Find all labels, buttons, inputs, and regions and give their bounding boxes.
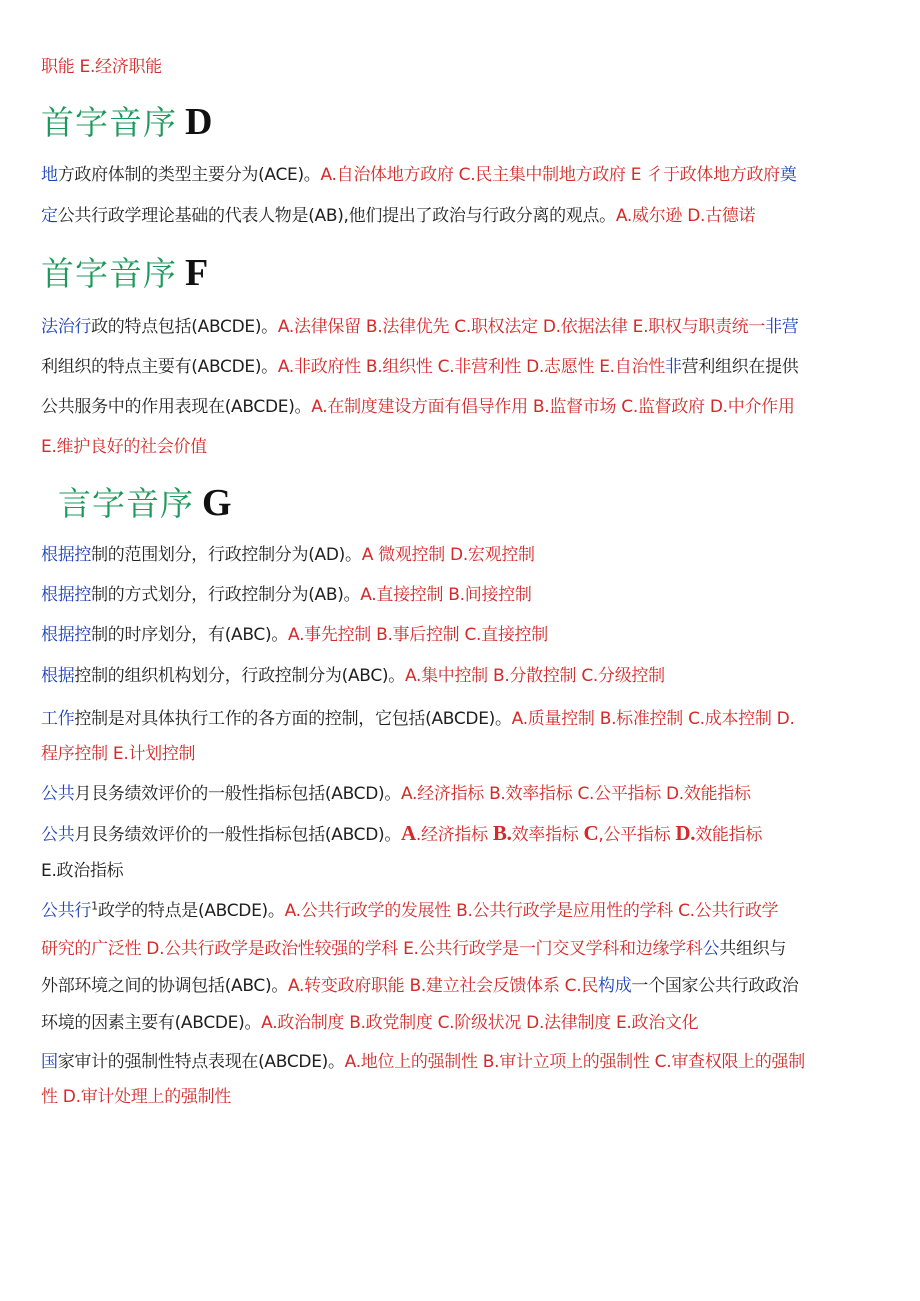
answer-text: A.法律保留 B.法律优先 C.职权法定 D.依据法律 E.职权与职责统一 [277,317,766,337]
keyword-text: 地 [41,165,58,185]
answer-text: A.事先控制 B.事后控制 C.直接控制 [288,625,548,645]
question-text: 一个国家公共行政政治 [631,976,799,996]
question-text: 家审计的强制性特点表现在(ABCDE)。 [57,1052,345,1072]
answer-text: 程序控制 E.计划控制 [41,744,196,764]
text-line [41,585,891,605]
question-text: 方政府体制的类型主要分为(ACE)。 [57,165,321,185]
answer-text: A 微观控制 D.宏观控制 [361,545,535,565]
text-line [41,1013,891,1033]
keyword-text: 定 [41,206,58,226]
question-text: 控制是对具体执行工作的各方面的控制，它包括(ABCDE)。 [74,709,512,729]
text-line [41,744,891,764]
text-line [41,317,891,337]
text-line [41,901,891,921]
answer-text: A.地位上的强制性 B.审计立项上的强制性 C.审查权限上的强制 [344,1052,805,1072]
option-letter: D. [675,821,696,845]
answer-text: 性 D.审计处理上的强制性 [41,1087,231,1107]
text-line [41,545,891,565]
question-text: 公共行政学理论基础的代表人物是(AB),他们提出了政治与行政分离的观点。 [57,206,616,226]
section-heading-g [58,481,232,532]
text-line [41,165,891,185]
section-heading-f [41,251,208,302]
question-text: 月艮务绩效评价的一般性指标包括(ABCD)。 [74,825,402,845]
answer-text: A.非政府性 B.组织性 C.非营利性 D.志愿性 E.自治性 [277,357,665,377]
answer-text: 效能指标 [695,825,763,845]
answer-text: A.经济指标 B.效率指标 C.公平指标 D.效能指标 [401,784,751,804]
keyword-text: 法治行 [41,317,92,337]
question-text: 环境的因素主要有(ABCDE)。 [41,1013,262,1033]
heading-label: 首字音序 [41,254,177,293]
heading-label: 言字音序 [58,484,194,523]
text-line [41,1052,891,1072]
answer-text: 效率指标 [511,825,584,845]
heading-label: 首字音序 [41,103,177,142]
keyword-text: 国 [41,1052,58,1072]
text-line [41,823,891,845]
keyword-text: 公共行 [41,901,92,921]
question-text: 营利组织在提供 [681,357,799,377]
answer-text: A.直接控制 B.间接控制 [360,585,532,605]
keyword-text: 根据 [41,666,75,686]
answer-text: A.转变政府职能 B.建立社会反馈体系 C.民 [288,976,599,996]
keyword-text: 公共 [41,825,75,845]
text-line [41,861,891,881]
option-letter: C [583,821,599,845]
keyword-text: 公 [702,939,720,959]
text-line [41,666,891,686]
answer-text: E.维护良好的社会价值 [41,437,207,457]
option-letter: A [401,821,416,845]
keyword-text: 根据控 [41,585,92,605]
answer-text: A.政治制度 B.政党制度 C.阶级状况 D.法律制度 E.政治文化 [261,1013,699,1033]
question-text: 政的特点包括(ABCDE)。 [91,317,278,337]
text-line [41,357,891,377]
question-text: 制的方式划分，行政控制分为(AB)。 [91,585,361,605]
question-text: 外部环境之间的协调包括(ABC)。 [41,976,289,996]
text-line [41,784,891,804]
answer-text: A.威尔逊 D.古德诺 [615,206,756,226]
heading-letter: F [185,252,209,294]
question-text: 制的范围划分，行政控制分为(AD)。 [91,545,362,565]
answer-text: A.在制度建设方面有倡导作用 B.监督市场 C.监督政府 D.中介作用 [311,397,795,417]
answer-text: A.公共行政学的发展性 B.公共行政学是应用性的学科 C.公共行政学 [284,901,779,921]
text-line [41,437,891,457]
heading-letter: D [185,101,213,143]
answer-text: ,公平指标 [598,825,676,845]
section-heading-d [41,100,212,151]
question-text: E.政治指标 [41,861,124,881]
keyword-text: 工作 [41,709,75,729]
text-line [41,939,891,959]
text-line [41,397,891,417]
keyword-text: 奠 [779,165,797,185]
superscript-mark: 1 [91,899,98,913]
option-letter: B. [492,821,512,845]
answer-text: A.质量控制 B.标准控制 C.成本控制 D. [511,709,795,729]
question-text: 利组织的特点主要有(ABCDE)。 [41,357,278,377]
keyword-text: 公共 [41,784,75,804]
keyword-text: 构成 [598,976,632,996]
text-line [41,206,891,226]
question-text: 公共服务中的作用表现在(ABCDE)。 [41,397,312,417]
text-line [41,976,891,996]
answer-text: 职能 E.经济职能 [41,57,162,77]
answer-text: .经济指标 [415,825,493,845]
question-text: 制的时序划分，有(ABC)。 [91,625,289,645]
question-text: 政学的特点是(ABCDE)。 [97,901,285,921]
question-text: 共组织与 [719,939,787,959]
keyword-text: 根据控 [41,625,92,645]
answer-text: 研究的广泛性 D.公共行政学是政治性较强的学科 E.公共行政学是一门交叉学科和边缘学科 [41,939,703,959]
answer-text: A.集中控制 B.分散控制 C.分级控制 [404,666,665,686]
answer-text: A.自治体地方政府 C.民主集中制地方政府 E 彳于政体地方政府 [320,165,780,185]
text-line [41,1087,891,1107]
keyword-text: 根据控 [41,545,92,565]
text-line [41,625,891,645]
question-text: 控制的组织机构划分，行政控制分为(ABC)。 [74,666,405,686]
heading-letter: G [202,482,232,524]
text-line [41,57,891,77]
keyword-text: 非 [664,357,682,377]
text-line [41,709,891,729]
question-text: 月艮务绩效评价的一般性指标包括(ABCD)。 [74,784,402,804]
keyword-text: 非营 [765,317,799,337]
